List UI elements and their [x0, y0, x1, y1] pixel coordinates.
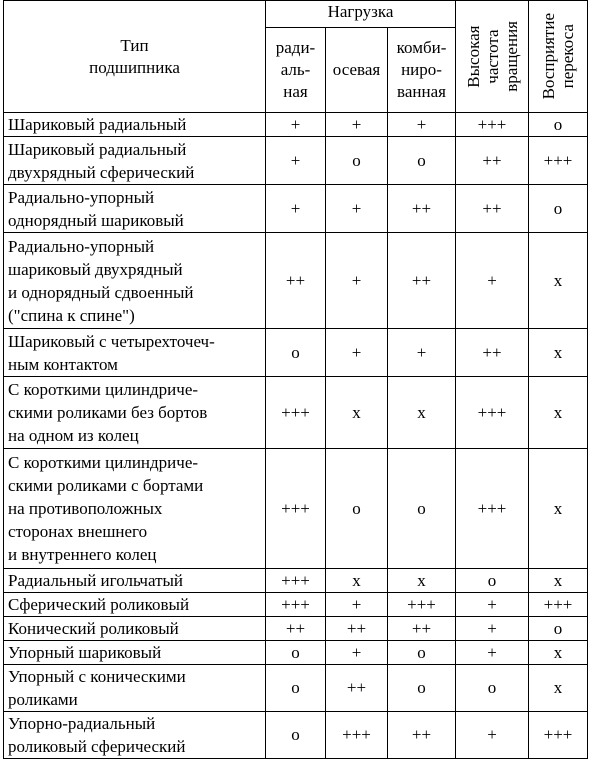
axial-load-cell: + [326, 113, 388, 137]
axial-load-cell: ++ [326, 665, 388, 712]
high-speed-cell: + [456, 593, 529, 617]
bearing-type-cell [4, 185, 266, 233]
combined-load-cell: ++ [388, 233, 456, 329]
bearing-type-line: Шариковый радиальный [8, 115, 187, 134]
radial-load-cell: ++ [266, 233, 326, 329]
header-line: Высокая [463, 25, 483, 88]
bearing-type-line: Радиально-упорный [8, 187, 155, 207]
bearing-type-line: скими роликами с бортами [8, 476, 204, 495]
bearing-type-cell [4, 593, 266, 617]
bearing-type-line: С короткими цилиндриче- [8, 453, 199, 472]
table-row [4, 377, 588, 449]
combined-load-cell: o [388, 641, 456, 665]
axial-load-cell: o [326, 137, 388, 185]
bearing-type-line: сторонах внешнего [8, 522, 148, 541]
bearing-type-line: скими роликами без бортов [8, 403, 208, 422]
bearing-type-line: на одном из колец [8, 426, 139, 445]
bearing-type-line: Упорно-радиальный [8, 714, 156, 733]
combined-load-cell: o [388, 137, 456, 185]
radial-load-cell: o [266, 329, 326, 377]
bearing-type-line: Упорный шариковый [8, 643, 162, 662]
bearing-type-line: Шариковый радиальный [8, 139, 187, 159]
header-type-line: подшипника [89, 57, 180, 77]
axial-load-header: осевая [326, 28, 388, 113]
bearing-type-cell [4, 233, 266, 329]
axial-load-cell: + [326, 185, 388, 233]
axial-load-cell: + [326, 593, 388, 617]
table-row [4, 641, 588, 665]
bearing-type-cell [4, 377, 266, 449]
high-speed-cell: + [456, 712, 529, 759]
table-body [4, 113, 588, 759]
header-line: ная [283, 82, 308, 101]
high-speed-cell: + [456, 617, 529, 641]
radial-load-header [266, 28, 326, 113]
bearing-type-header [4, 1, 266, 113]
misalignment-cell: o [529, 617, 588, 641]
header-line: частота [482, 29, 502, 84]
misalignment-cell: x [529, 641, 588, 665]
header-line: Восприятие [539, 13, 558, 100]
misalignment-cell: x [529, 449, 588, 569]
bearing-type-line: С короткими цилиндриче- [8, 380, 199, 399]
misalignment-cell: +++ [529, 712, 588, 759]
high-speed-cell: +++ [456, 449, 529, 569]
radial-load-cell: ++ [266, 617, 326, 641]
table-row [4, 593, 588, 617]
header-line: ванная [397, 82, 446, 101]
header-line: комби- [396, 38, 447, 57]
header-type-line: Тип [120, 35, 149, 55]
bearing-type-cell [4, 569, 266, 593]
axial-load-cell: o [326, 449, 388, 569]
axial-load-cell: x [326, 569, 388, 593]
table-row [4, 137, 588, 185]
misalignment-cell: +++ [529, 593, 588, 617]
load-group-header: Нагрузка [266, 1, 456, 28]
bearing-type-line: Конический роликовый [8, 619, 179, 638]
bearing-type-line: Сферический роликовый [8, 595, 190, 614]
table-row [4, 569, 588, 593]
combined-load-cell: ++ [388, 185, 456, 233]
high-speed-cell: +++ [456, 377, 529, 449]
header-line: перекоса [558, 24, 577, 89]
combined-load-cell: o [388, 665, 456, 712]
combined-load-cell: x [388, 569, 456, 593]
bearing-type-cell [4, 665, 266, 712]
bearing-type-cell [4, 641, 266, 665]
bearing-type-cell [4, 137, 266, 185]
bearing-type-line: и внутреннего колец [8, 545, 157, 564]
header-line: вращения [501, 21, 521, 92]
radial-load-cell: + [266, 185, 326, 233]
radial-load-cell: +++ [266, 377, 326, 449]
radial-load-cell: + [266, 137, 326, 185]
axial-load-cell: + [326, 233, 388, 329]
bearing-type-cell [4, 113, 266, 137]
combined-load-cell: ++ [388, 712, 456, 759]
high-speed-cell: + [456, 233, 529, 329]
bearing-type-line: роликами [8, 690, 78, 709]
bearing-type-cell [4, 449, 266, 569]
bearing-type-line: и однорядный сдвоенный [8, 282, 194, 302]
bearing-type-line: шариковый двухрядный [8, 259, 183, 279]
axial-load-cell: x [326, 377, 388, 449]
combined-load-cell: + [388, 113, 456, 137]
table-row [4, 712, 588, 759]
high-speed-cell: ++ [456, 185, 529, 233]
misalignment-label [539, 13, 577, 99]
misalignment-cell: +++ [529, 137, 588, 185]
bearing-type-cell [4, 617, 266, 641]
radial-load-cell: +++ [266, 593, 326, 617]
axial-load-cell: +++ [326, 712, 388, 759]
bearing-type-line: Радиальный игольчатый [8, 571, 184, 590]
table-row [4, 329, 588, 377]
radial-load-cell: +++ [266, 449, 326, 569]
bearing-type-cell [4, 329, 266, 377]
high-speed-label [464, 21, 521, 92]
high-speed-cell: ++ [456, 137, 529, 185]
radial-load-cell: o [266, 641, 326, 665]
misalignment-cell: x [529, 665, 588, 712]
misalignment-cell: x [529, 329, 588, 377]
high-speed-header [456, 1, 529, 113]
radial-load-cell: o [266, 712, 326, 759]
high-speed-cell: +++ [456, 113, 529, 137]
axial-load-cell: ++ [326, 617, 388, 641]
high-speed-cell: + [456, 641, 529, 665]
radial-load-cell: +++ [266, 569, 326, 593]
axial-load-cell: + [326, 329, 388, 377]
bearing-type-cell [4, 712, 266, 759]
bearing-type-line: роликовый сферический [8, 737, 186, 756]
table-row [4, 113, 588, 137]
axial-load-cell: + [326, 641, 388, 665]
header-line: аль- [280, 60, 311, 79]
misalignment-header [529, 1, 588, 113]
bearing-type-line: Упорный с коническими [8, 667, 186, 686]
header-line: ради- [275, 38, 316, 57]
bearing-type-line: Радиально-упорный [8, 236, 155, 256]
table-row [4, 449, 588, 569]
bearing-type-line: на противоположных [8, 499, 163, 518]
table-row [4, 185, 588, 233]
bearing-type-line: двухрядный сферический [8, 162, 195, 182]
combined-load-cell: x [388, 377, 456, 449]
bearing-comparison-table [3, 0, 588, 759]
misalignment-cell: x [529, 233, 588, 329]
bearing-type-line: ным контактом [8, 354, 118, 374]
high-speed-cell: ++ [456, 329, 529, 377]
combined-load-cell: +++ [388, 593, 456, 617]
radial-load-cell: o [266, 665, 326, 712]
table-row [4, 233, 588, 329]
radial-load-cell: + [266, 113, 326, 137]
combined-load-cell: o [388, 449, 456, 569]
combined-load-header [388, 28, 456, 113]
header-line: ниро- [401, 60, 442, 79]
bearing-type-line: однорядный шариковый [8, 210, 184, 230]
high-speed-cell: o [456, 569, 529, 593]
misalignment-cell: o [529, 113, 588, 137]
misalignment-cell: x [529, 569, 588, 593]
table-row [4, 617, 588, 641]
misalignment-cell: o [529, 185, 588, 233]
bearing-type-line: ("спина к спине") [8, 305, 135, 325]
table-row [4, 665, 588, 712]
combined-load-cell: + [388, 329, 456, 377]
high-speed-cell: o [456, 665, 529, 712]
misalignment-cell: x [529, 377, 588, 449]
combined-load-cell: ++ [388, 617, 456, 641]
bearing-type-line: Шариковый с четырехточеч- [8, 331, 215, 351]
